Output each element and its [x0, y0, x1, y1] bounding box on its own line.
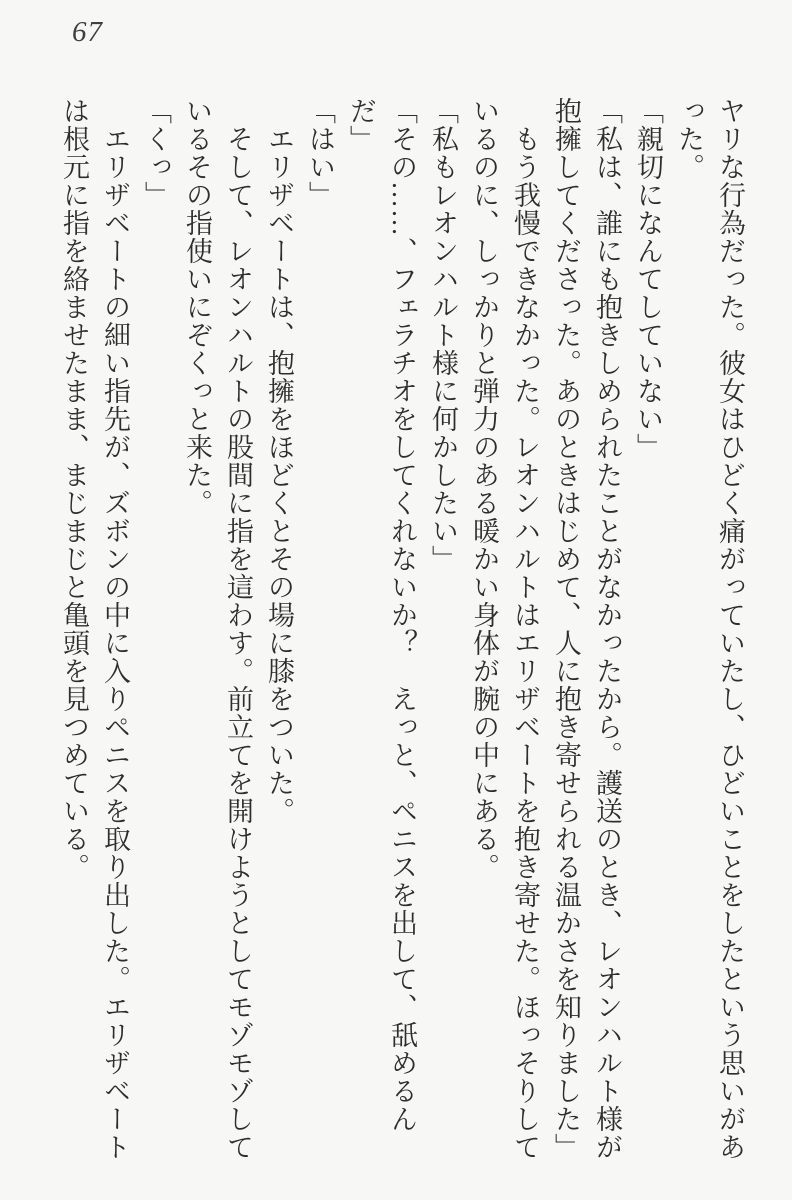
text-line: いるその指使いにぞくっと来た。 — [182, 97, 212, 517]
text-line: 「はい」 — [305, 97, 335, 209]
text-line: だ」 — [346, 97, 376, 153]
text-line: った。 — [674, 97, 704, 181]
text-column-block — [53, 97, 750, 1172]
text-line: そして、レオンハルトの股間に指を這わす。前立てを開けようとしてモゾモゾして — [223, 125, 253, 1161]
text-line: エリザベートは、抱擁をほどくとその場に膝をついた。 — [264, 125, 294, 825]
text-line: 抱擁してくださった。あのときはじめて、人に抱き寄せられる温かさを知りました」 — [551, 97, 581, 1161]
text-line: 「その……、フェラチオをしてくれないか？ えっと、ペニスを出して、舐めるん — [387, 97, 417, 1133]
text-line: エリザベートの細い指先が、ズボンの中に入りペニスを取り出した。エリザベート — [100, 125, 130, 1161]
text-line: は根元に指を絡ませたまま、まじまじと亀頭を見つめている。 — [59, 97, 89, 881]
text-line: 「くっ」 — [141, 97, 171, 209]
text-line: 「親切になんてしていない」 — [633, 97, 663, 461]
text-line: もう我慢できなかった。レオンハルトはエリザベートを抱き寄せた。ほっそりして — [510, 125, 540, 1161]
text-line: 「私もレオンハルト様に何かしたい」 — [428, 97, 458, 573]
text-line: いるのに、しっかりと弾力のある暖かい身体が腕の中にある。 — [469, 97, 499, 881]
text-line: ヤリな行為だった。彼女はひどく痛がっていたし、ひどいことをしたという思いがあ — [715, 97, 745, 1161]
text-line: 「私は、誰にも抱きしめられたことがなかったから。護送のとき、レオンハルト様が — [592, 97, 622, 1161]
page-number: 67 — [72, 16, 103, 48]
